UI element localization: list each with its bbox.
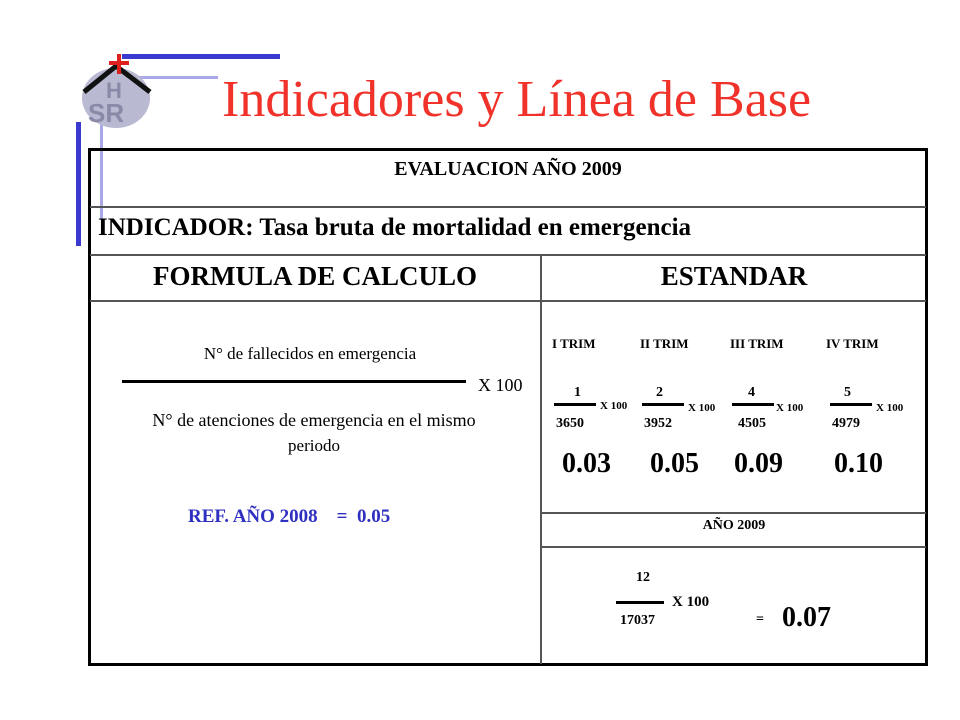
quarter-multiplier-4: X 100	[876, 402, 904, 414]
quarter-label-3: III TRIM	[730, 336, 784, 351]
reference-value: REF. AÑO 2008 = 0.05	[188, 506, 391, 527]
annual-divider-bottom	[541, 546, 926, 548]
quarter-numerator-1: 1	[574, 385, 581, 400]
quarter-result-3: 0.09	[734, 448, 783, 479]
quarter-denominator-4: 4979	[832, 416, 860, 431]
quarter-label-4: IV TRIM	[826, 336, 879, 351]
row-divider-3	[90, 300, 926, 302]
quarter-fraction-line-3	[732, 403, 774, 406]
annual-divider-top	[541, 512, 926, 514]
annual-denominator: 17037	[620, 613, 655, 628]
quarter-result-1: 0.03	[562, 448, 611, 479]
standard-column-header: ESTANDAR	[660, 261, 808, 291]
formula-denominator: N° de atenciones de emergencia en el mismo	[152, 410, 476, 430]
annual-fraction-line	[616, 601, 664, 604]
row-divider-1	[90, 206, 926, 208]
table-header: EVALUACION AÑO 2009	[394, 158, 622, 180]
quarter-denominator-1: 3650	[556, 416, 584, 431]
quarter-label-2: II TRIM	[640, 336, 689, 351]
annual-numerator: 12	[636, 570, 650, 585]
annual-result: 0.07	[782, 602, 831, 633]
column-divider	[540, 254, 542, 664]
formula-multiplier: X 100	[478, 375, 523, 395]
annual-equals: =	[756, 612, 764, 627]
quarter-multiplier-3: X 100	[776, 402, 804, 414]
quarter-numerator-3: 4	[748, 385, 755, 400]
quarter-fraction-line-1	[554, 403, 596, 406]
quarter-multiplier-1: X 100	[600, 400, 628, 412]
quarter-multiplier-2: X 100	[688, 402, 716, 414]
quarter-numerator-4: 5	[844, 385, 851, 400]
page-title: Indicadores y Línea de Base	[222, 71, 812, 128]
formula-fraction-line	[122, 380, 466, 383]
annual-multiplier: X 100	[672, 594, 710, 610]
annual-label: AÑO 2009	[702, 518, 766, 533]
quarter-result-4: 0.10	[834, 448, 883, 479]
formula-column-header: FORMULA DE CALCULO	[152, 261, 477, 291]
logo-letters-bottom: SR	[88, 98, 125, 128]
quarter-label-1: I TRIM	[552, 336, 596, 351]
quarter-fraction-line-4	[830, 403, 872, 406]
hsr-logo	[70, 52, 166, 137]
indicator-label: INDICADOR: Tasa bruta de mortalidad en emergencia	[98, 214, 692, 241]
logo-letters-top: H	[106, 78, 122, 103]
formula-numerator: N° de fallecidos en emergencia	[203, 344, 417, 363]
quarter-result-2: 0.05	[650, 448, 699, 479]
row-divider-2	[90, 254, 926, 256]
quarter-denominator-3: 4505	[738, 416, 766, 431]
quarter-fraction-line-2	[642, 403, 684, 406]
formula-denominator-line2: periodo	[288, 436, 340, 455]
quarter-numerator-2: 2	[656, 385, 663, 400]
accent-bar-left	[76, 122, 81, 246]
quarter-denominator-2: 3952	[644, 416, 672, 431]
